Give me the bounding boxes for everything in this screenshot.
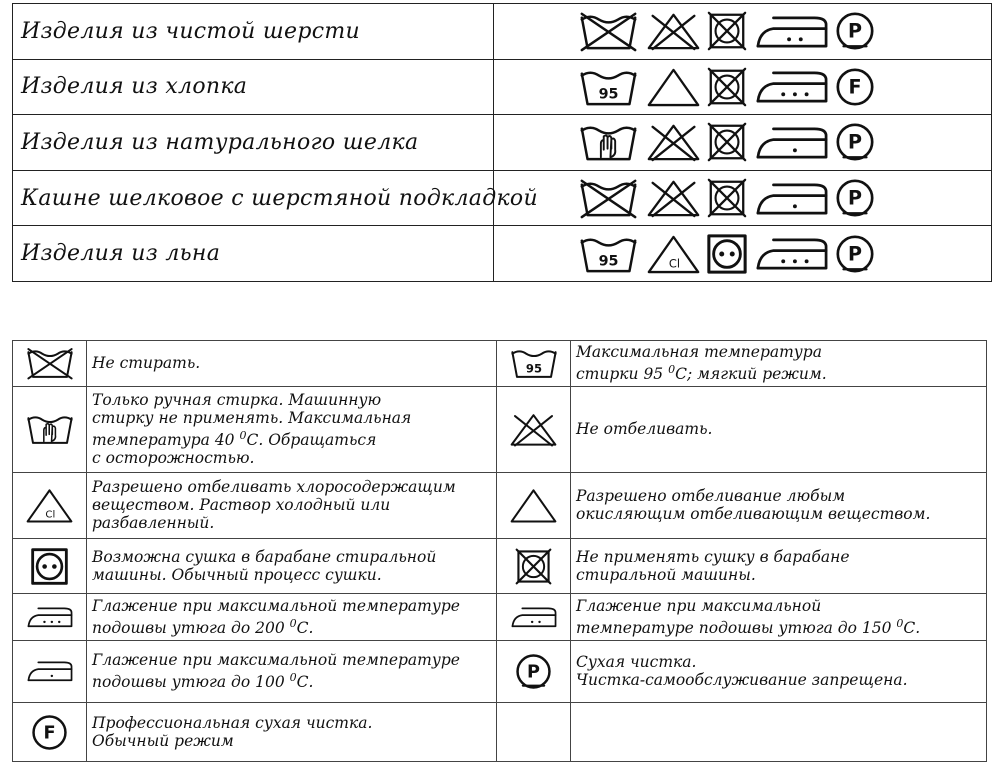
- no-tumble-dry-icon: [706, 121, 748, 163]
- degree-mark: 0: [289, 671, 297, 685]
- desc-text: Глажение при максимальной: [576, 596, 822, 615]
- bleach-any-icon: [645, 66, 702, 108]
- no-wash-icon: [578, 10, 639, 52]
- no-wash-icon: [25, 346, 75, 380]
- fabric-label: Изделия из натурального шелка: [13, 115, 494, 171]
- no-bleach-icon: [508, 411, 559, 448]
- legend-icon-cell: [497, 472, 571, 539]
- care-symbol: [578, 66, 639, 108]
- no-bleach-icon: [645, 177, 702, 219]
- dry-clean-p-icon: [834, 233, 876, 275]
- tumble-dry-icon: [706, 233, 748, 275]
- care-symbol: [706, 177, 748, 219]
- iron-high-icon: [754, 235, 830, 272]
- care-symbols: [494, 10, 991, 52]
- care-symbol: [754, 68, 830, 105]
- desc-text: веществом. Раствор холодный или: [92, 496, 391, 515]
- desc-text: окисляющим отбеливающим веществом.: [576, 505, 931, 524]
- desc-text: Только ручная стирка. Машинную: [92, 390, 382, 409]
- svg-text:Cl: Cl: [668, 255, 681, 270]
- desc-text: Разрешено отбеливание любым: [576, 487, 846, 506]
- care-symbols-legend: [12, 340, 987, 762]
- legend-description: [571, 341, 987, 387]
- care-symbols: [494, 177, 991, 219]
- degree-mark: 0: [239, 428, 247, 442]
- desc-text: С.: [903, 618, 921, 637]
- legend-description: [571, 472, 987, 539]
- legend-row: [13, 539, 987, 594]
- legend-description: [87, 640, 497, 703]
- svg-text:P: P: [848, 131, 862, 155]
- dry-clean-p-icon: [834, 10, 876, 52]
- desc-text: Не отбеливать.: [576, 420, 713, 439]
- care-symbol: [754, 124, 830, 161]
- svg-text:F: F: [848, 75, 862, 99]
- bleach-chlorine-icon: [24, 487, 75, 524]
- legend-icon-cell: [13, 640, 87, 703]
- legend-description: [571, 539, 987, 594]
- dry-clean-f-icon: [834, 66, 876, 108]
- legend-row: [13, 593, 987, 640]
- care-symbol: [578, 10, 639, 52]
- legend-icon-cell: [497, 593, 571, 640]
- care-symbol: [754, 13, 830, 50]
- fabric-row: [13, 226, 992, 282]
- fabric-label: Кашне шелковое с шерстяной подкладкой: [13, 170, 494, 226]
- legend-icon-cell: [13, 472, 87, 539]
- legend-icon-cell: [497, 386, 571, 472]
- svg-text:P: P: [848, 186, 862, 210]
- desc-text: машины. Обычный процесс сушки.: [92, 566, 382, 585]
- svg-text:P: P: [848, 19, 862, 43]
- desc-text: Максимальная температура: [576, 343, 822, 362]
- desc-text: температуре подошвы утюга до 150: [576, 618, 897, 637]
- bleach-chlorine-icon: [645, 233, 702, 275]
- legend-row: [13, 386, 987, 472]
- desc-text: Сухая чистка.: [576, 653, 697, 672]
- desc-text: стиральной машины.: [576, 566, 756, 585]
- iron-low-icon: [754, 124, 830, 161]
- care-symbol: [834, 121, 876, 163]
- tumble-dry-icon: [30, 547, 69, 586]
- desc-text: стирки 95: [576, 365, 669, 384]
- care-symbol: [645, 10, 702, 52]
- legend-icon-cell: [13, 539, 87, 594]
- iron-low-icon: [754, 180, 830, 217]
- care-symbols-cell: [494, 4, 992, 60]
- care-symbols-cell: [494, 170, 992, 226]
- fabric-label: Изделия из чистой шерсти: [13, 4, 494, 60]
- fabric-care-table: [12, 3, 992, 282]
- no-bleach-icon: [645, 10, 702, 52]
- degree-mark: 0: [668, 363, 676, 377]
- no-bleach-icon: [645, 121, 702, 163]
- legend-row: [13, 472, 987, 539]
- care-symbols-cell: [494, 115, 992, 171]
- desc-text: подошвы утюга до 200: [92, 618, 290, 637]
- legend-description: [87, 472, 497, 539]
- care-symbol: [706, 10, 748, 52]
- care-symbol: [578, 121, 639, 163]
- no-tumble-dry-icon: [514, 547, 553, 586]
- legend-description: [571, 386, 987, 472]
- care-symbol: [834, 10, 876, 52]
- legend-description: [87, 386, 497, 472]
- hand-wash-icon: [578, 121, 639, 163]
- iron-medium-icon: [510, 605, 558, 629]
- desc-text: Не применять сушку в барабане: [576, 548, 850, 567]
- fabric-label: Изделия из льна: [13, 226, 494, 282]
- legend-row: [13, 703, 987, 762]
- dry-clean-p-icon: [834, 177, 876, 219]
- desc-text: температура 40: [92, 431, 240, 450]
- no-wash-icon: [578, 177, 639, 219]
- fabric-row: [13, 59, 992, 115]
- fabric-row: [13, 170, 992, 226]
- legend-icon-cell: [497, 703, 571, 762]
- desc-text: Не стирать.: [92, 354, 201, 373]
- legend-icon-cell: [497, 640, 571, 703]
- legend-row: [13, 640, 987, 703]
- care-symbol: [834, 233, 876, 275]
- dry-clean-f-icon: [30, 713, 69, 752]
- iron-low-icon: [26, 659, 74, 683]
- svg-text:Cl: Cl: [45, 509, 56, 521]
- desc-text: Глажение при максимальной температуре: [92, 651, 460, 670]
- fabric-row: [13, 115, 992, 171]
- no-tumble-dry-icon: [706, 177, 748, 219]
- legend-icon-cell: [497, 539, 571, 594]
- iron-medium-icon: [754, 13, 830, 50]
- desc-text: С.: [296, 618, 314, 637]
- care-symbol: [706, 233, 748, 275]
- desc-text: Разрешено отбеливать хлоросодержащим: [92, 478, 456, 497]
- desc-text: Профессиональная сухая чистка.: [92, 714, 373, 733]
- desc-text: Глажение при максимальной температуре: [92, 596, 460, 615]
- care-symbol: [645, 66, 702, 108]
- care-symbol: [645, 121, 702, 163]
- care-symbols-cell: [494, 226, 992, 282]
- care-symbol: [706, 121, 748, 163]
- legend-description: [87, 593, 497, 640]
- care-symbol: [754, 235, 830, 272]
- care-symbol: [645, 233, 702, 275]
- desc-text: разбавленный.: [92, 514, 215, 533]
- legend-icon-cell: [13, 703, 87, 762]
- bleach-any-icon: [508, 487, 559, 524]
- desc-text: Возможна сушка в барабане стиральной: [92, 548, 437, 567]
- legend-description: [87, 703, 497, 762]
- fabric-label: Изделия из хлопка: [13, 59, 494, 115]
- legend-description: [571, 640, 987, 703]
- legend-description: [571, 703, 987, 762]
- svg-text:F: F: [43, 723, 56, 744]
- care-symbols-cell: [494, 59, 992, 115]
- wash-temp-text: 95: [525, 361, 542, 376]
- legend-description: [87, 539, 497, 594]
- care-symbols: [494, 66, 991, 108]
- desc-text: С. Обращаться: [246, 431, 377, 450]
- care-symbol: [578, 233, 639, 275]
- care-symbol: [645, 177, 702, 219]
- dry-clean-p-icon: [834, 121, 876, 163]
- desc-text: Чистка-самообслуживание запрещена.: [576, 671, 908, 690]
- legend-icon-cell: [497, 341, 571, 387]
- svg-text:P: P: [527, 662, 540, 683]
- care-symbol: [834, 177, 876, 219]
- wash-temp-text: 95: [598, 253, 619, 270]
- dry-clean-p-icon: [514, 652, 553, 691]
- care-symbol: [834, 66, 876, 108]
- iron-high-icon: [754, 68, 830, 105]
- fabric-row: [13, 4, 992, 60]
- desc-text: стирку не применять. Максимальная: [92, 408, 412, 427]
- legend-icon-cell: [13, 341, 87, 387]
- desc-text: Обычный режим: [92, 732, 234, 751]
- degree-mark: 0: [896, 616, 904, 630]
- wash-95-icon: [578, 233, 639, 275]
- iron-high-icon: [26, 605, 74, 629]
- degree-mark: 0: [289, 616, 297, 630]
- legend-description: [571, 593, 987, 640]
- wash-temp-text: 95: [598, 86, 619, 103]
- desc-text: С; мягкий режим.: [675, 365, 827, 384]
- no-tumble-dry-icon: [706, 10, 748, 52]
- legend-description: [87, 341, 497, 387]
- desc-text: подошвы утюга до 100: [92, 673, 290, 692]
- legend-icon-cell: [13, 386, 87, 472]
- wash-95-icon: [509, 346, 559, 380]
- desc-text: с осторожностью.: [92, 449, 255, 468]
- wash-95-icon: [578, 66, 639, 108]
- no-tumble-dry-icon: [706, 66, 748, 108]
- svg-text:P: P: [848, 242, 862, 266]
- care-symbol: [706, 66, 748, 108]
- care-symbols: [494, 233, 991, 275]
- desc-text: С.: [296, 673, 314, 692]
- legend-icon-cell: [13, 593, 87, 640]
- care-symbols: [494, 121, 991, 163]
- care-symbol: [578, 177, 639, 219]
- care-symbol: [754, 180, 830, 217]
- hand-wash-icon: [25, 412, 75, 446]
- legend-row: [13, 341, 987, 387]
